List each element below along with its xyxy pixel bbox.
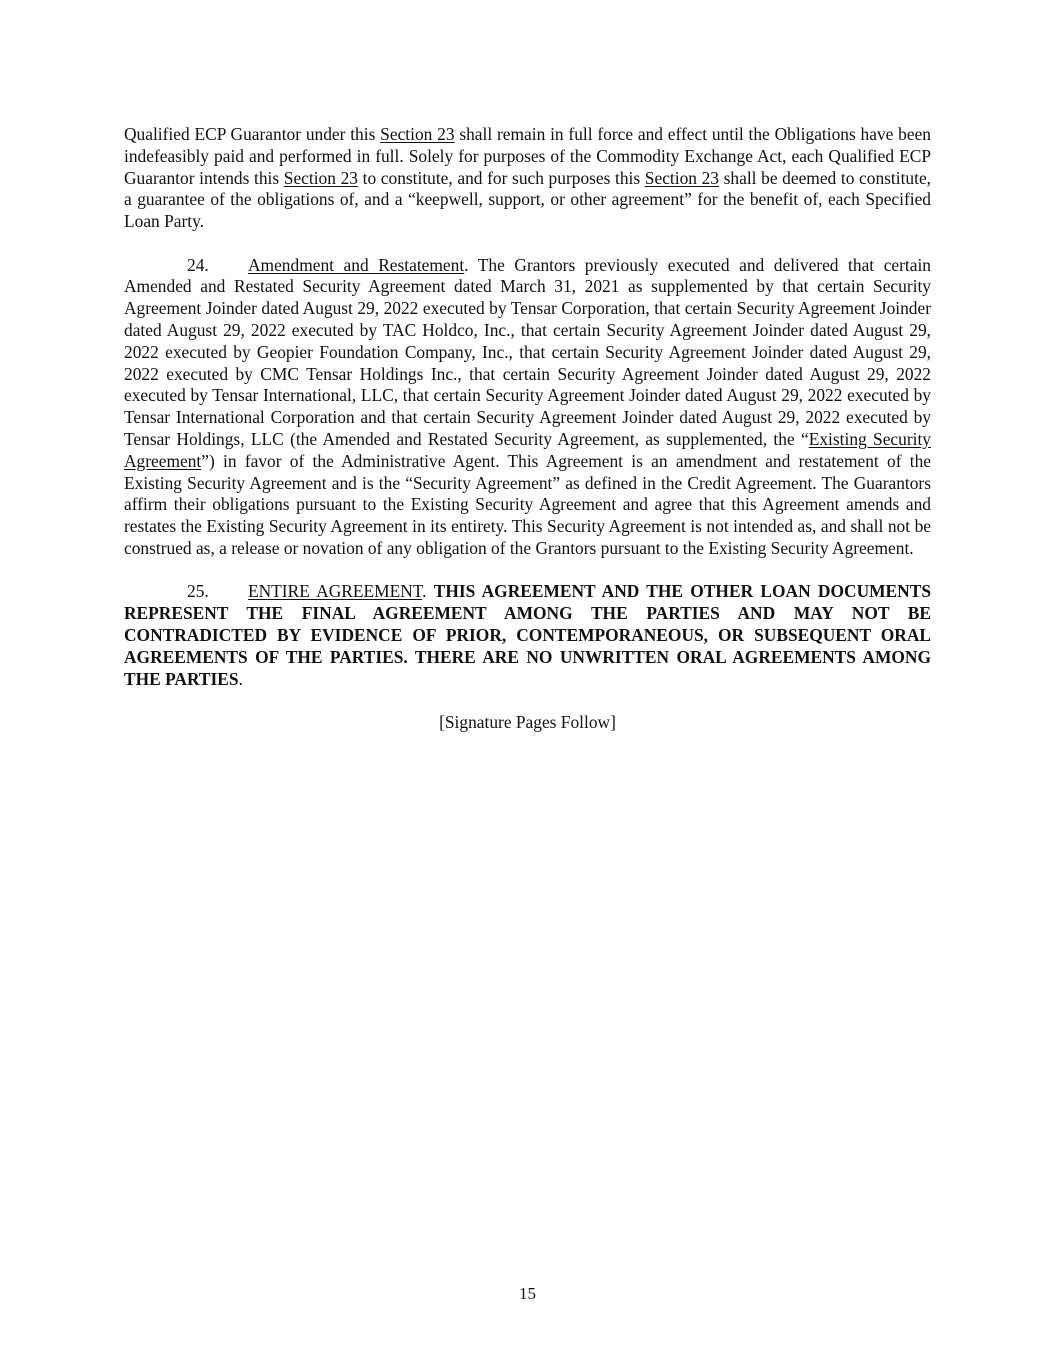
paragraph-25: [124, 581, 931, 690]
text: .: [422, 581, 434, 602]
text: .: [238, 668, 243, 689]
section-reference: Section 23: [380, 124, 455, 144]
page-number: 15: [519, 1284, 536, 1303]
section-reference: Section 23: [644, 167, 719, 188]
section-reference: Section 23: [283, 167, 358, 188]
document-page: [124, 124, 931, 751]
section-heading: Amendment and Restatement: [248, 254, 465, 275]
bold-text: THIS AGREEMENT AND THE OTHER LOAN DOCUMENTS REPRESENT THE FINAL AGREEMENT AMONG THE PARTIES AND MAY NOT BE CONTRADICTED BY EVIDENCE OF PRIOR, CONTEMPORANEOUS, OR SUBSEQUENT ORAL AGREEMENTS OF THE PARTIES. THERE ARE NO UNWRITTEN ORAL AGREEMENTS AMONG THE PARTIES: [124, 581, 931, 689]
text: Qualified ECP Guarantor under this: [124, 124, 381, 144]
defined-term: Existing Security Agreement: [124, 428, 931, 471]
paragraph-24: [124, 255, 931, 560]
section-heading: ENTIRE AGREEMENT: [248, 581, 423, 602]
text: shall be deemed to constitute, a guarantee of the obligations of, and a “keepwell, support, or other agreement” for the benefit of, each Specified Loan Party.: [124, 167, 932, 232]
text: shall remain in full force and effect until the Obligations have been indefeasibly paid and performed in full. Solely for purposes of the Commodity Exchange Act, each Qualified ECP Guarantor intends this: [124, 124, 931, 188]
text: to constitute, and for such purposes this: [357, 167, 645, 188]
signature-note: [Signature Pages Follow]: [439, 711, 616, 732]
text: . The Grantors previously executed and delivered that certain Amended and Restated Security Agreement dated March 31, 2021 as supplemented by that certain Security Agreement Joinder dated August 29, 2022 executed by Tensar Corporation, that certain Security Agreement Joinder dated August 29, 2022 executed by TAC Holdco, Inc., that certain Security Agreement Joinder dated August 29, 2022 executed by Geopier Foundation Company, Inc., that certain Security Agreement Joinder dated August 29, 2022 executed by CMC Tensar Holdings Inc., that certain Security Agreement Joinder dated August 29, 2022 executed by Tensar International, LLC, that certain Security Agreement Joinder dated August 29, 2022 executed by Tensar International Corporation and that certain Security Agreement Joinder dated August 29, 2022 executed by Tensar Holdings, LLC (the Amended and Restated Security Agreement, as supplemented, the “: [124, 254, 931, 449]
section-number: 25.: [187, 581, 209, 602]
paragraph-23-continued: [124, 124, 931, 233]
text: ”) in favor of the Administrative Agent. This Agreement is an amendment and restatement of the Existing Security Agreement and is the “Security Agreement” as defined in the Credit Agreement. The Guarantors affirm their obligations pursuant to the Existing Security Agreement and agree that this Agreement amends and restates the Existing Security Agreement in its entirety. This Security Agreement is not intended as, and shall not be construed as, a release or novation of any obligation of the Grantors pursuant to the Existing Security Agreement.: [124, 450, 931, 558]
section-number: 24.: [187, 254, 209, 275]
